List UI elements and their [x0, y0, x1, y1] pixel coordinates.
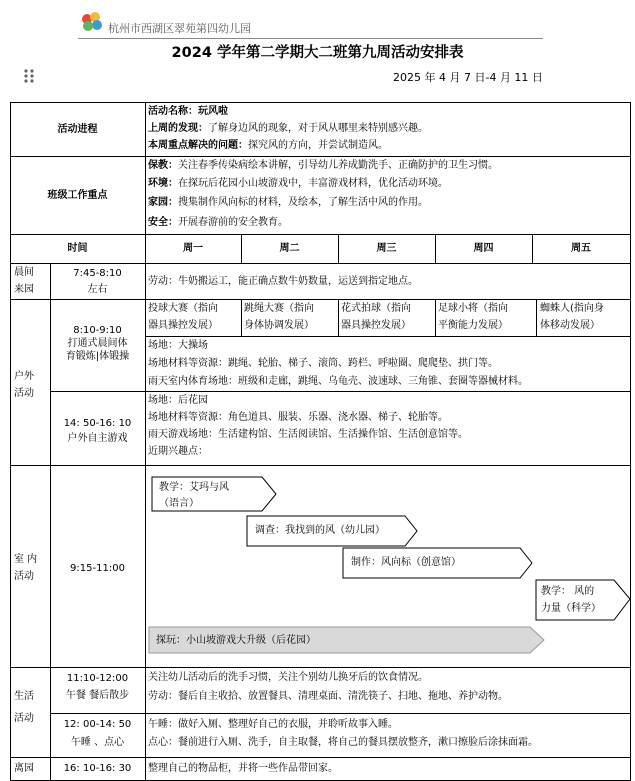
- outdoor-label-line: 活动: [14, 388, 34, 399]
- nap-line: 点心：餐前进行入厕、洗手，自主取餐，将自己的餐具摆放整齐，漱口擦脸后涂抹面霜。: [148, 737, 538, 748]
- lunch-content: [148, 671, 508, 703]
- class-work-value: 在探玩后花园小山坡游戏中，丰富游戏材料，优化活动环境。: [178, 178, 448, 189]
- outdoor-time-line: 育锻炼|体锻操: [65, 351, 130, 362]
- game-line: 投球大赛（指向: [148, 303, 218, 314]
- class-work-value: 关注春季传染病绘本讲解，引导幼儿养成勤洗手、正确防护的卫生习惯。: [178, 160, 498, 171]
- departure-content: 整理自己的物品柜，并将一些作品带回家。: [148, 763, 338, 774]
- focus-text: 探究风的方向，并尝试制造风。: [248, 140, 388, 151]
- arrival-label-line: 晨间: [14, 267, 34, 278]
- day-header-thu: 周四: [473, 243, 494, 254]
- arrival-time-line: 7:45-8:10: [73, 268, 122, 279]
- game-line: 蜘蛛人(指向身: [540, 303, 604, 314]
- arrow-survey-wind: 调查：我找到的风（幼儿园）: [255, 525, 385, 536]
- activity-name-value: 玩风啦: [198, 106, 228, 117]
- afternoon-line: 雨天游戏场地：生活建构馆、生活阅读馆、生活操作馆、生活创意馆等。: [148, 429, 468, 440]
- venue-line: 雨天室内体育场地：班级和走廊，跳绳、乌龟壳、波速球、三角锥、套圈等器械材料。: [148, 376, 528, 387]
- afternoon-line: 场地：后花园: [148, 395, 208, 406]
- arrow-explore-hill: 探玩：小山坡游戏大升级（后花园）: [156, 635, 316, 646]
- arrow-teaching-emma: [159, 481, 229, 510]
- game-line: 器具操控发展）: [148, 320, 218, 331]
- day-header-wed: 周三: [376, 243, 397, 254]
- life-label-line: 活动: [14, 713, 34, 724]
- departure-time: 16: 10-16: 30: [63, 763, 132, 774]
- indoor-label-line: 活动: [14, 571, 34, 582]
- class-work-value: 开展春游前的安全教育。: [178, 217, 288, 228]
- day-header-tue: 周二: [279, 243, 300, 254]
- nap-line: 午睡：做好入厕、整理好自己的衣服，并聆听故事入睡。: [148, 719, 398, 730]
- time-column-header: 时间: [67, 243, 88, 254]
- lunch-time: [50, 672, 145, 702]
- game-line: 器具操控发展）: [341, 320, 411, 331]
- activity-progress-label: 活动进程: [57, 124, 98, 135]
- arrival-content: 劳动：牛奶搬运工，能正确点数牛奶数量，运送到指定地点。: [148, 276, 418, 287]
- page-title: 2024 学年第二学期大二班第九周活动安排表: [171, 45, 464, 61]
- nap-time-line: 12: 00-14: 50: [63, 719, 132, 730]
- arrow-make-vane: 制作：风向标（创意馆）: [351, 557, 461, 568]
- class-work-key: 家园：: [148, 197, 178, 208]
- life-label-line: 生活: [14, 691, 34, 702]
- venue-line: 场地：大操场: [148, 340, 208, 351]
- discovery-text: 了解身边风的现象，对于风从哪里来特别感兴趣。: [208, 123, 428, 134]
- focus-label: 本周重点解决的问题：: [148, 140, 248, 151]
- game-line: 花式拍球（指向: [341, 303, 411, 314]
- game-line: 足球小将（指向: [438, 303, 508, 314]
- class-work-key: 保教：: [148, 160, 178, 171]
- game-line: 体移动发展）: [540, 320, 600, 331]
- day-header-mon: 周一: [183, 243, 203, 254]
- school-name: 杭州市西湖区翠苑第四幼儿园: [108, 22, 251, 35]
- outdoor-time-line: 户外自主游戏: [67, 433, 128, 444]
- arrival-time-line: 左右: [87, 284, 108, 295]
- lunch-line: 劳动：餐后自主收拾、放置餐具、清理桌面、清洗筷子、扫地、拖地、养护动物。: [148, 691, 508, 702]
- lunch-time-line: 11:10-12:00: [66, 673, 129, 684]
- game-line: 身体协调发展）: [244, 320, 314, 331]
- arrow-text-line: 力量（科学）: [541, 603, 601, 614]
- arrow-text-line: （语言）: [159, 498, 199, 509]
- outdoor-time-line: 14: 50-16: 10: [63, 418, 132, 429]
- nap-content: [148, 718, 538, 749]
- date-range: 2025 年 4 月 7 日-4 月 11 日: [393, 71, 543, 84]
- venue-line: 场地材料等资源：跳绳、轮胎、梯子、滚筒、跨栏、呼啦圈、爬爬垫、拱门等。: [148, 358, 498, 369]
- outdoor-time-line: 8:10-9:10: [73, 325, 122, 336]
- lunch-time-line: 午餐 餐后散步: [65, 690, 130, 701]
- class-work-value: 搜集制作风向标的材料，及绘本，了解生活中风的作用。: [178, 197, 428, 208]
- indoor-time: 9:15-11:00: [70, 563, 125, 574]
- class-work-key: 安全：: [148, 217, 178, 228]
- discovery-label: 上周的发现：: [148, 123, 208, 134]
- game-line: 平衡能力发展）: [438, 320, 508, 331]
- departure-label: 离园: [14, 763, 34, 774]
- game-line: 跳绳大赛（指向: [244, 303, 314, 314]
- outdoor-time-line: 打通式晨间体: [67, 338, 128, 349]
- life-label: [14, 690, 34, 725]
- nap-time: [50, 718, 145, 749]
- arrow-teaching-power: [541, 585, 601, 615]
- arrival-label-line: 来园: [14, 284, 34, 295]
- class-work-label: 班级工作重点: [47, 190, 108, 201]
- class-work-key: 环境：: [148, 178, 178, 189]
- lunch-line: 关注幼儿活动后的洗手习惯，关注个别幼儿换牙后的饮食情况。: [148, 672, 428, 683]
- afternoon-line: 场地材料等资源：角色道具、服装、乐器、浇水器、梯子、轮胎等。: [148, 412, 448, 423]
- activity-name-label: 活动名称：: [148, 106, 198, 117]
- arrow-text-line: 教学： 风的: [541, 586, 595, 597]
- outdoor-label-line: 户外: [14, 371, 34, 382]
- day-header-fri: 周五: [571, 243, 591, 254]
- afternoon-line: 近期兴趣点：: [148, 446, 208, 457]
- arrow-text-line: 教学：艾玛与风: [159, 482, 229, 493]
- nap-time-line: 午睡 、点心: [70, 737, 125, 748]
- indoor-label-line: 室 内: [14, 554, 38, 565]
